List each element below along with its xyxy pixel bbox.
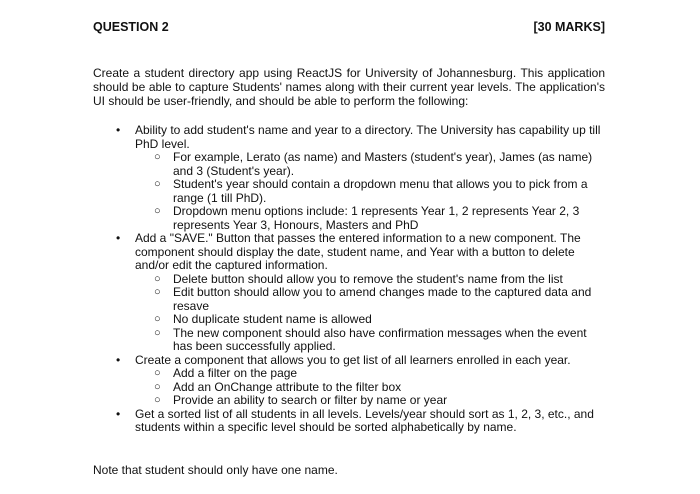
sub-item-text: Edit button should allow you to amend changes made to the captured data and resave — [173, 285, 592, 313]
sub-item-text: Student's year should contain a dropdown menu that allows you to pick from a range (1 till PhD). — [173, 177, 588, 205]
list-item — [93, 408, 605, 435]
circle-bullet-icon: ○ — [154, 367, 161, 379]
sub-list-item — [133, 367, 605, 381]
circle-bullet-icon: ○ — [154, 380, 161, 393]
sub-list-item — [133, 178, 605, 205]
circle-bullet-icon: ○ — [154, 286, 161, 298]
sub-item-text: Add a filter on the page — [173, 366, 298, 380]
sub-list-item — [133, 286, 605, 313]
sub-list-item — [133, 327, 605, 354]
list-item-text: Ability to add student's name and year to a directory. The University has capability up till PhD level. — [135, 123, 601, 151]
sub-list-item — [133, 394, 605, 408]
sub-list-item — [133, 313, 605, 327]
list-item — [93, 232, 605, 273]
bullet-icon: • — [116, 123, 121, 137]
bullet-icon: • — [116, 352, 121, 367]
sub-item-text: For example, Lerato (as name) and Masters (student's year), James (as name) and 3 (Student's year). — [173, 150, 593, 178]
sub-list-item — [133, 273, 605, 287]
circle-bullet-icon: ○ — [154, 272, 161, 285]
circle-bullet-icon: ○ — [154, 394, 161, 406]
intro-paragraph: Create a student directory app using ReactJS for University of Johannesburg. This application should be able to capture Students' names along with their current year levels. The application's UI should be user-friendly, and should be able to perform the following: — [93, 66, 605, 108]
question-marks: [30 MARKS] — [533, 20, 605, 34]
list-item — [93, 124, 605, 151]
sub-item-text: The new component should also have confirmation messages when the event has been successfully applied. — [173, 325, 587, 353]
circle-bullet-icon: ○ — [154, 326, 161, 339]
requirements-list — [93, 124, 605, 435]
sub-item-text: Dropdown menu options include: 1 represents Year 1, 2 represents Year 2, 3 represents Year 3, Honours, Masters and PhD — [173, 204, 580, 232]
question-title: QUESTION 2 — [93, 20, 169, 34]
sub-list-item — [133, 151, 605, 178]
circle-bullet-icon: ○ — [154, 313, 161, 325]
footer-note: Note that student should only have one name. — [93, 463, 338, 477]
sub-list-item — [133, 205, 605, 232]
list-item — [93, 354, 605, 368]
list-item-text: Get a sorted list of all students in all levels. Levels/year should sort as 1, 2, 3, etc., and students within a specific level should be sorted alphabetically by name. — [135, 406, 594, 434]
sub-list-item — [133, 381, 605, 395]
circle-bullet-icon: ○ — [154, 205, 161, 217]
bullet-icon: • — [116, 231, 121, 245]
sub-item-text: Provide an ability to search or filter by name or year — [173, 393, 448, 407]
circle-bullet-icon: ○ — [154, 151, 161, 163]
sub-item-text: No duplicate student name is allowed — [173, 312, 372, 326]
bullet-icon: • — [116, 406, 121, 421]
circle-bullet-icon: ○ — [154, 178, 161, 190]
sub-item-text: Add an OnChange attribute to the filter box — [173, 379, 402, 394]
list-item-text: Add a "SAVE." Button that passes the entered information to a new component. The component should display the date, student name, and Year with a button to delete and/or edit the captured information. — [135, 231, 581, 272]
list-item-text: Create a component that allows you to get list of all learners enrolled in each year. — [135, 352, 571, 367]
sub-item-text: Delete button should allow you to remove the student's name from the list — [173, 271, 563, 286]
